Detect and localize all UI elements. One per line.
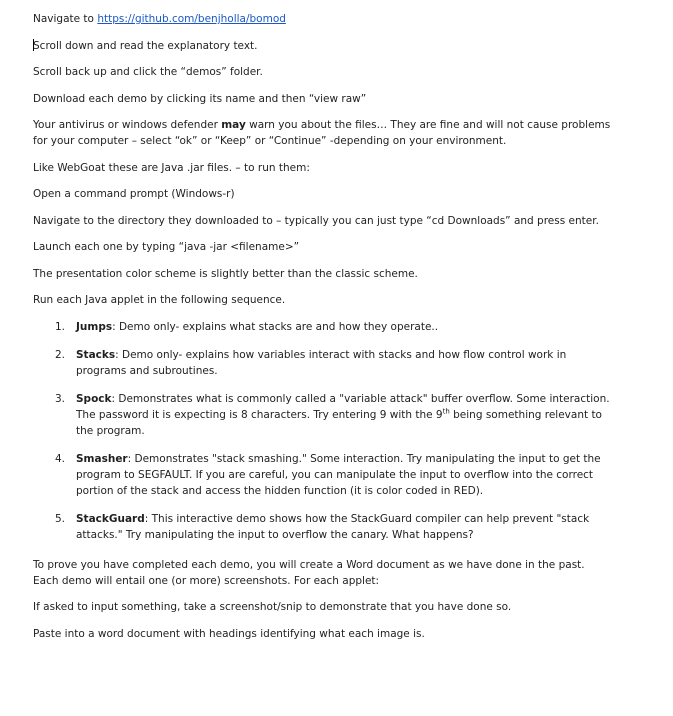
superscript-th: th xyxy=(442,407,450,415)
demo-name-stackguard: StackGuard xyxy=(76,512,145,525)
step-scroll-down xyxy=(33,38,613,54)
sequence-intro: Run each Java applet in the following sequence. xyxy=(33,294,286,306)
webgoat-note: Like WebGoat these are Java .jar files. – to run them: xyxy=(33,161,310,174)
list-item xyxy=(33,391,613,439)
step-navigate-text: Navigate to xyxy=(33,13,98,25)
launch-instruction: Launch each one by typing “java -jar <filename>” xyxy=(33,241,300,253)
step-navigate xyxy=(33,11,613,27)
list-number: 3. xyxy=(55,392,66,405)
demo-desc: : Demo only- explains what stacks are and how they operate.. xyxy=(112,320,439,333)
antivirus-note xyxy=(33,117,613,149)
demo-desc: : Demonstrates what is commonly called a "variable attack" buffer overflow. Some interaction. The password it is expecting is 8 characters. Try entering 9 with the 9 xyxy=(76,392,610,421)
demo-name-jumps: Jumps xyxy=(76,320,113,333)
step-scroll-down-text: Scroll down and read the explanatory text. xyxy=(33,39,258,52)
open-command-prompt: Open a command prompt (Windows-r) xyxy=(33,188,235,200)
step-scroll-up: Scroll back up and click the “demos” folder. xyxy=(33,66,263,78)
demo-desc: : Demo only- explains how variables interact with stacks and how flow control work in programs and subroutines. xyxy=(76,348,567,377)
demo-name-stacks: Stacks xyxy=(76,348,116,361)
screenshot-instruction: If asked to input something, take a screenshot/snip to demonstrate that you have done so. xyxy=(33,601,512,613)
list-item xyxy=(33,511,613,543)
navigate-directory: Navigate to the directory they downloaded to – typically you can just type “cd Downloads” and press enter. xyxy=(33,214,599,227)
demo-desc-cont: being something relevant to the program. xyxy=(76,408,602,437)
antivirus-text-after: warn you about the files… They are fine and will not cause problems for your computer – select “ok” or “Keep” or “Continue” -depending on your environment. xyxy=(33,119,611,147)
document-body xyxy=(33,11,613,652)
github-link[interactable]: https://github.com/benjholla/bomod xyxy=(97,13,286,25)
demo-name-spock: Spock xyxy=(76,392,112,405)
demo-desc: : Demonstrates "stack smashing." Some interaction. Try manipulating the input to get the program to SEGFAULT. If you are careful, you can manipulate the input to overflow into the correct portion of the stack and access the hidden function (it is color coded in RED). xyxy=(76,452,601,497)
antivirus-text-before: Your antivirus or windows defender xyxy=(33,119,222,131)
list-number: 4. xyxy=(55,452,66,465)
list-number: 1. xyxy=(55,320,66,333)
antivirus-bold: may xyxy=(221,119,246,131)
demo-list xyxy=(33,319,613,543)
list-item xyxy=(33,347,613,379)
prove-completion: To prove you have completed each demo, you will create a Word document as we have done in the past. Each demo will entail one (or more) screenshots. For each applet: xyxy=(33,558,585,587)
list-number: 5. xyxy=(55,512,66,525)
step-download: Download each demo by clicking its name and then “view raw” xyxy=(33,92,367,105)
list-item xyxy=(33,319,613,335)
paste-instruction: Paste into a word document with headings identifying what each image is. xyxy=(33,627,425,640)
demo-name-smasher: Smasher xyxy=(76,452,128,465)
list-number: 2. xyxy=(55,348,66,361)
demo-desc: : This interactive demo shows how the StackGuard compiler can help prevent "stack attacks." Try manipulating the input to overflow the canary. What happens? xyxy=(76,512,590,541)
color-scheme-note: The presentation color scheme is slightly better than the classic scheme. xyxy=(33,267,418,280)
list-item xyxy=(33,451,613,499)
